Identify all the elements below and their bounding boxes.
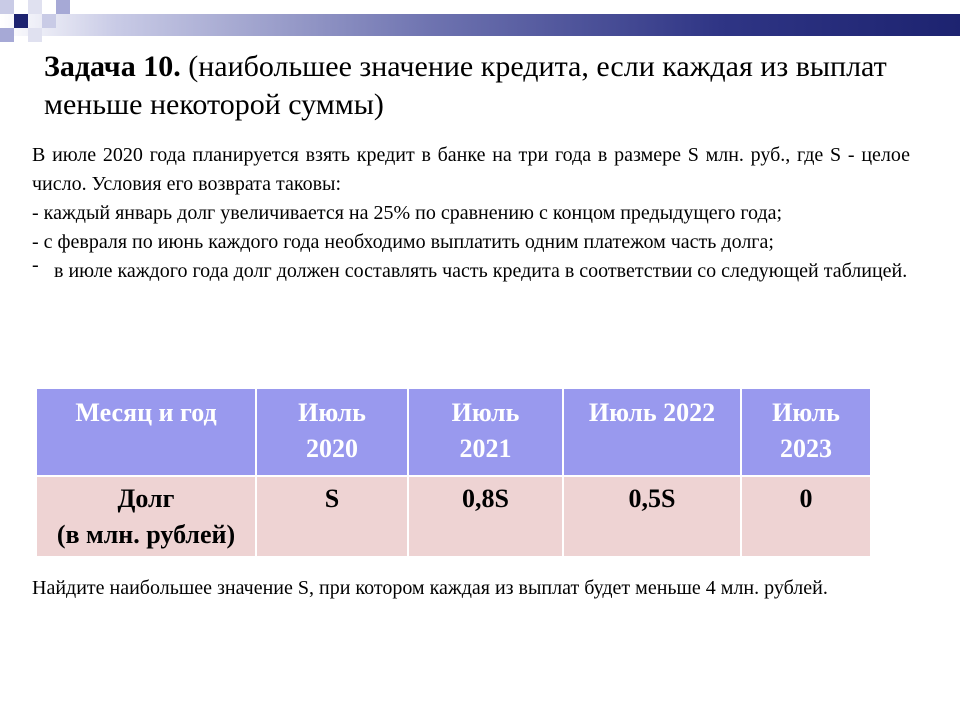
- list-dash: -: [32, 254, 39, 276]
- condition-item: [32, 254, 910, 286]
- decorative-square: [42, 14, 56, 28]
- header-gradient-band: [0, 14, 960, 36]
- header-label: Июль: [772, 398, 840, 427]
- header-label: 2020: [306, 434, 358, 463]
- decorative-square: [56, 0, 70, 14]
- row-label: (в млн. рублей): [56, 520, 236, 549]
- header-label: Июль: [451, 398, 520, 427]
- table-cell: 0,5S: [563, 476, 741, 557]
- table-row: [36, 476, 871, 557]
- decorative-square: [14, 14, 28, 28]
- question-text: Найдите наибольшее значение S, при котором каждая из выплат будет меньше 4 млн. рублей.: [32, 577, 828, 599]
- row-label: Долг: [117, 484, 175, 513]
- debt-schedule-table: [35, 387, 872, 558]
- header-label: 2023: [780, 434, 832, 463]
- intro-paragraph: В июле 2020 года планируется взять кредит в банке на три года в размере S млн. руб., где S - целое число. Условия его возврата таковы:: [32, 144, 910, 195]
- header-cell: [408, 388, 563, 476]
- decorative-square: [0, 0, 14, 14]
- header-cell: [741, 388, 871, 476]
- table-cell: 0,8S: [408, 476, 563, 557]
- decorative-square: [28, 28, 42, 42]
- decorative-square: [0, 28, 14, 42]
- header-cell: [256, 388, 408, 476]
- condition-text: в июле каждого года долг должен составлять часть кредита в соответствии со следующей таблицей.: [54, 260, 908, 282]
- header-cell: [563, 388, 741, 476]
- decorative-square: [28, 0, 42, 14]
- header-label: Июль: [298, 398, 366, 427]
- row-label-cell: [36, 476, 256, 557]
- header-cell: [36, 388, 256, 476]
- table-header-row: [36, 388, 871, 476]
- slide-title: [44, 48, 904, 124]
- task-number: Задача 10.: [44, 50, 181, 83]
- header-label: Месяц и год: [75, 398, 217, 427]
- condition-item: - каждый январь долг увеличивается на 25% по сравнению с концом предыдущего года;: [32, 202, 783, 224]
- header-label: Июль 2022: [588, 398, 716, 427]
- table-cell: 0: [741, 476, 871, 557]
- condition-item: - с февраля по июнь каждого года необходимо выплатить одним платежом часть долга;: [32, 231, 774, 253]
- table-cell: S: [256, 476, 408, 557]
- problem-statement: [32, 141, 910, 286]
- task-subtitle: (наибольшее значение кредита, если каждая из выплат меньше некоторой суммы): [44, 50, 887, 121]
- header-label: 2021: [459, 434, 512, 463]
